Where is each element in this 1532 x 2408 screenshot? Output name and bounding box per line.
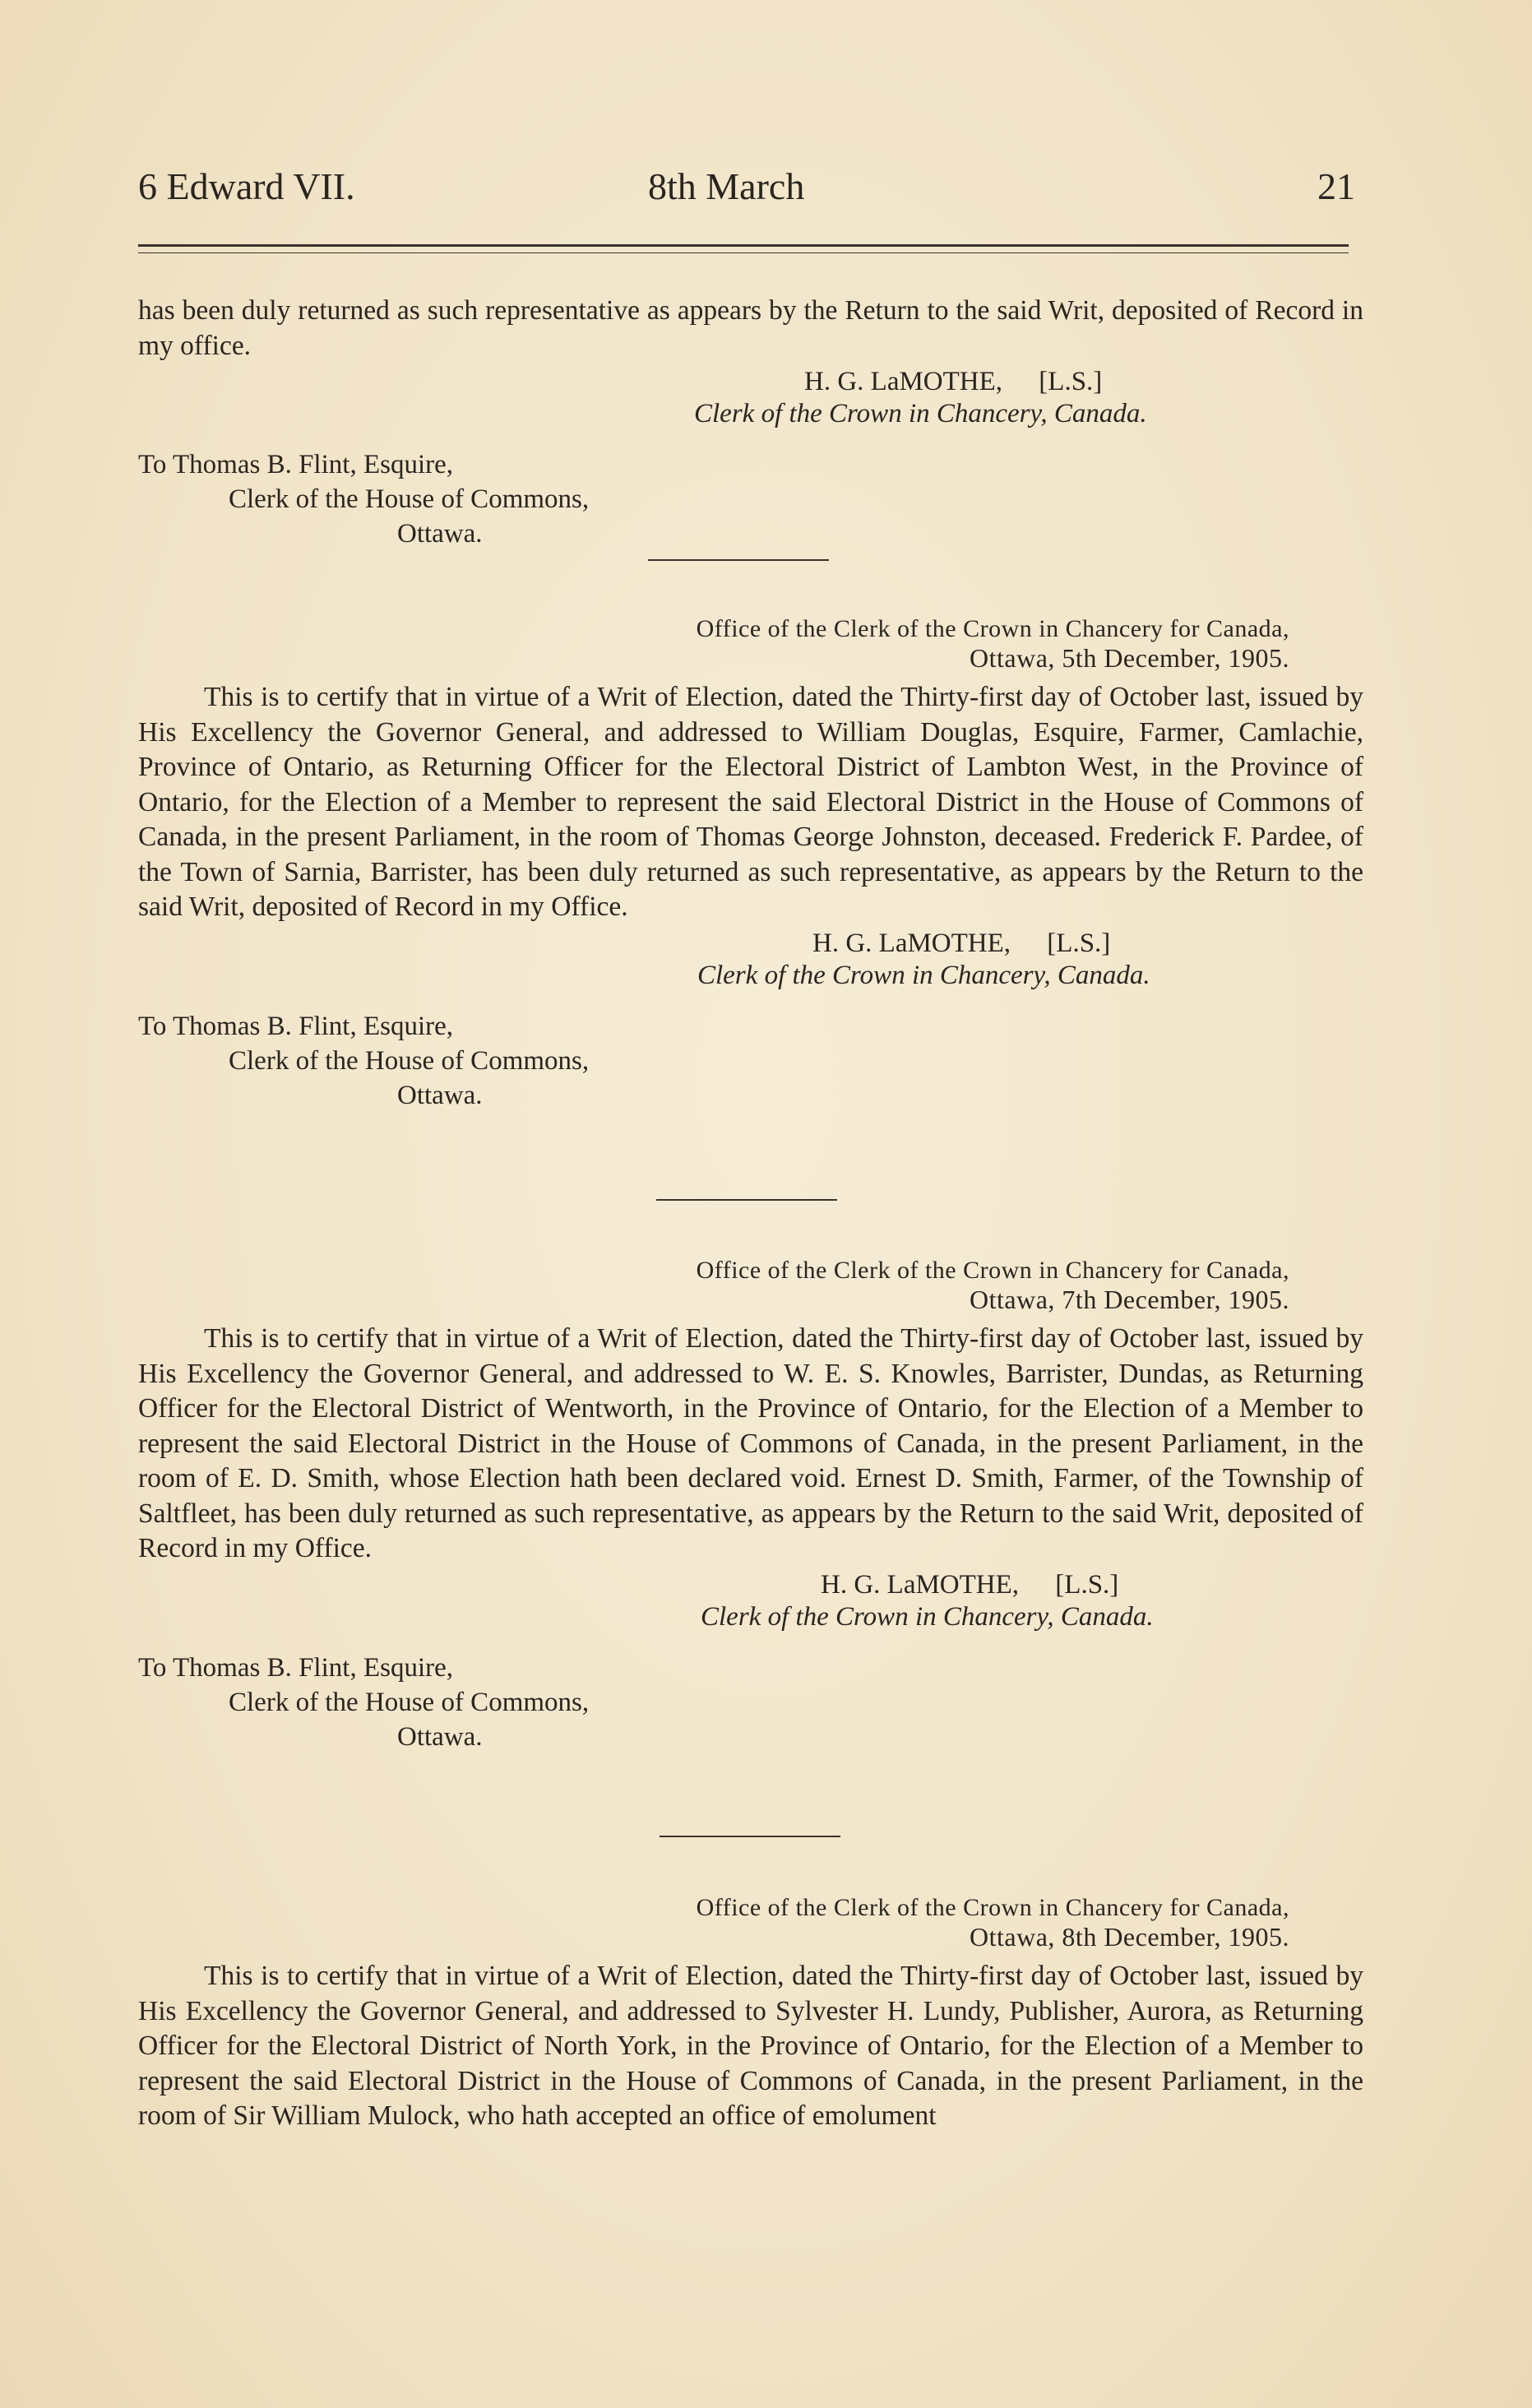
office-heading: Office of the Clerk of the Crown in Chancery for Canada, [696, 1894, 1289, 1921]
signatory-name: H. G. LaMOTHE, [812, 928, 1011, 958]
certificate-text: This is to certify that in virtue of a Writ of Election, dated the Thirty-first day of October last, issued by His Excellency the Governor General, and addressed to William Douglas, Esquire, Farmer, Camlachie, Province of Ontario, as Returning Officer for the Electoral District of Lambton West, in the Province of Ontario, for the Election of a Member to represent the said Electoral District in the House of Commons of Canada, in the present Parliament, in the room of Thomas George Johnston, deceased. Frederick F. Pardee, of the Town of Sarnia, Barrister, has been duly returned as such representative, as appears by the Return to the said Writ, deposited of Record in my Office. [138, 682, 1363, 922]
addressee-title: Clerk of the House of Commons, [229, 484, 590, 514]
signatory-name: H. G. LaMOTHE, [821, 1569, 1020, 1600]
addressee [138, 1651, 1363, 1754]
signatory-title: Clerk of the Crown in Chancery, Canada. [694, 399, 1147, 428]
signature-line [812, 928, 1363, 959]
addressee-title: Clerk of the House of Commons, [229, 1687, 590, 1717]
header-regnal-year: 6 Edward VII. [138, 165, 355, 207]
header-rule-top [138, 244, 1349, 247]
addressee-title: Clerk of the House of Commons, [229, 1045, 590, 1076]
certificate-continuation [138, 294, 1363, 551]
addressee [138, 447, 1363, 551]
certificate-text: This is to certify that in virtue of a Writ of Election, dated the Thirty-first day of October last, issued by His Excellency the Governor General, and addressed to W. E. S. Knowles, Barrister, Dundas, as Returning Officer for the Electoral District of Wentworth, in the Province of Ontario, for the Election of a Member to represent the said Electoral District in the House of Commons of Canada, in the present Parliament, in the room of E. D. Smith, whose Election hath been declared void. Ernest D. Smith, Farmer, of the Township of Saltfleet, has been duly returned as such representative, as appears by the Return to the said Writ, deposited of Record in my Office. [138, 1323, 1363, 1563]
header-rule-bottom [138, 252, 1349, 253]
section-divider [660, 1836, 840, 1837]
section-divider [648, 559, 829, 561]
office-heading: Office of the Clerk of the Crown in Chancery for Canada, [696, 615, 1289, 642]
page-number: 21 [1317, 165, 1355, 207]
certificate-lambton-west [138, 615, 1363, 1113]
addressee-name: To Thomas B. Flint, Esquire, [138, 1011, 453, 1041]
place-date: Ottawa, 7th December, 1905. [970, 1285, 1289, 1314]
certificate-wentworth [138, 1257, 1363, 1754]
signature-line [804, 367, 1363, 397]
seal-mark: [L.S.] [1047, 928, 1111, 958]
place-date: Ottawa, 8th December, 1905. [970, 1922, 1289, 1952]
addressee-name: To Thomas B. Flint, Esquire, [138, 450, 453, 479]
signature-line [821, 1570, 1363, 1600]
section-divider [656, 1199, 837, 1201]
signatory-name: H. G. LaMOTHE, [804, 367, 1003, 396]
signatory-title: Clerk of the Crown in Chancery, Canada. [697, 960, 1150, 990]
header-date: 8th March [648, 165, 805, 207]
office-heading: Office of the Clerk of the Crown in Chancery for Canada, [696, 1257, 1289, 1284]
addressee-place: Ottawa. [397, 519, 483, 549]
addressee-place: Ottawa. [397, 1080, 483, 1110]
addressee [138, 1009, 1363, 1113]
continuation-text: has been duly returned as such representative as appears by the Return to the said Writ, deposited of Record in my office. [138, 295, 1363, 361]
seal-mark: [L.S.] [1055, 1569, 1119, 1600]
signatory-title: Clerk of the Crown in Chancery, Canada. [701, 1601, 1154, 1632]
running-header [138, 164, 1355, 214]
addressee-place: Ottawa. [397, 1721, 483, 1752]
seal-mark: [L.S.] [1039, 367, 1103, 396]
certificate-north-york [138, 1894, 1363, 2134]
addressee-name: To Thomas B. Flint, Esquire, [138, 1652, 453, 1683]
certificate-text: This is to certify that in virtue of a Writ of Election, dated the Thirty-first day of October last, issued by His Excellency the Governor General, and addressed to Sylvester H. Lundy, Publisher, Aurora, as Returning Officer for the Electoral District of North York, in the Province of Ontario, for the Election of a Member to represent the said Electoral District in the House of Commons of Canada, in the present Parliament, in the room of Sir William Mulock, who hath accepted an office of emolument [138, 1961, 1363, 2131]
place-date: Ottawa, 5th December, 1905. [970, 643, 1289, 673]
